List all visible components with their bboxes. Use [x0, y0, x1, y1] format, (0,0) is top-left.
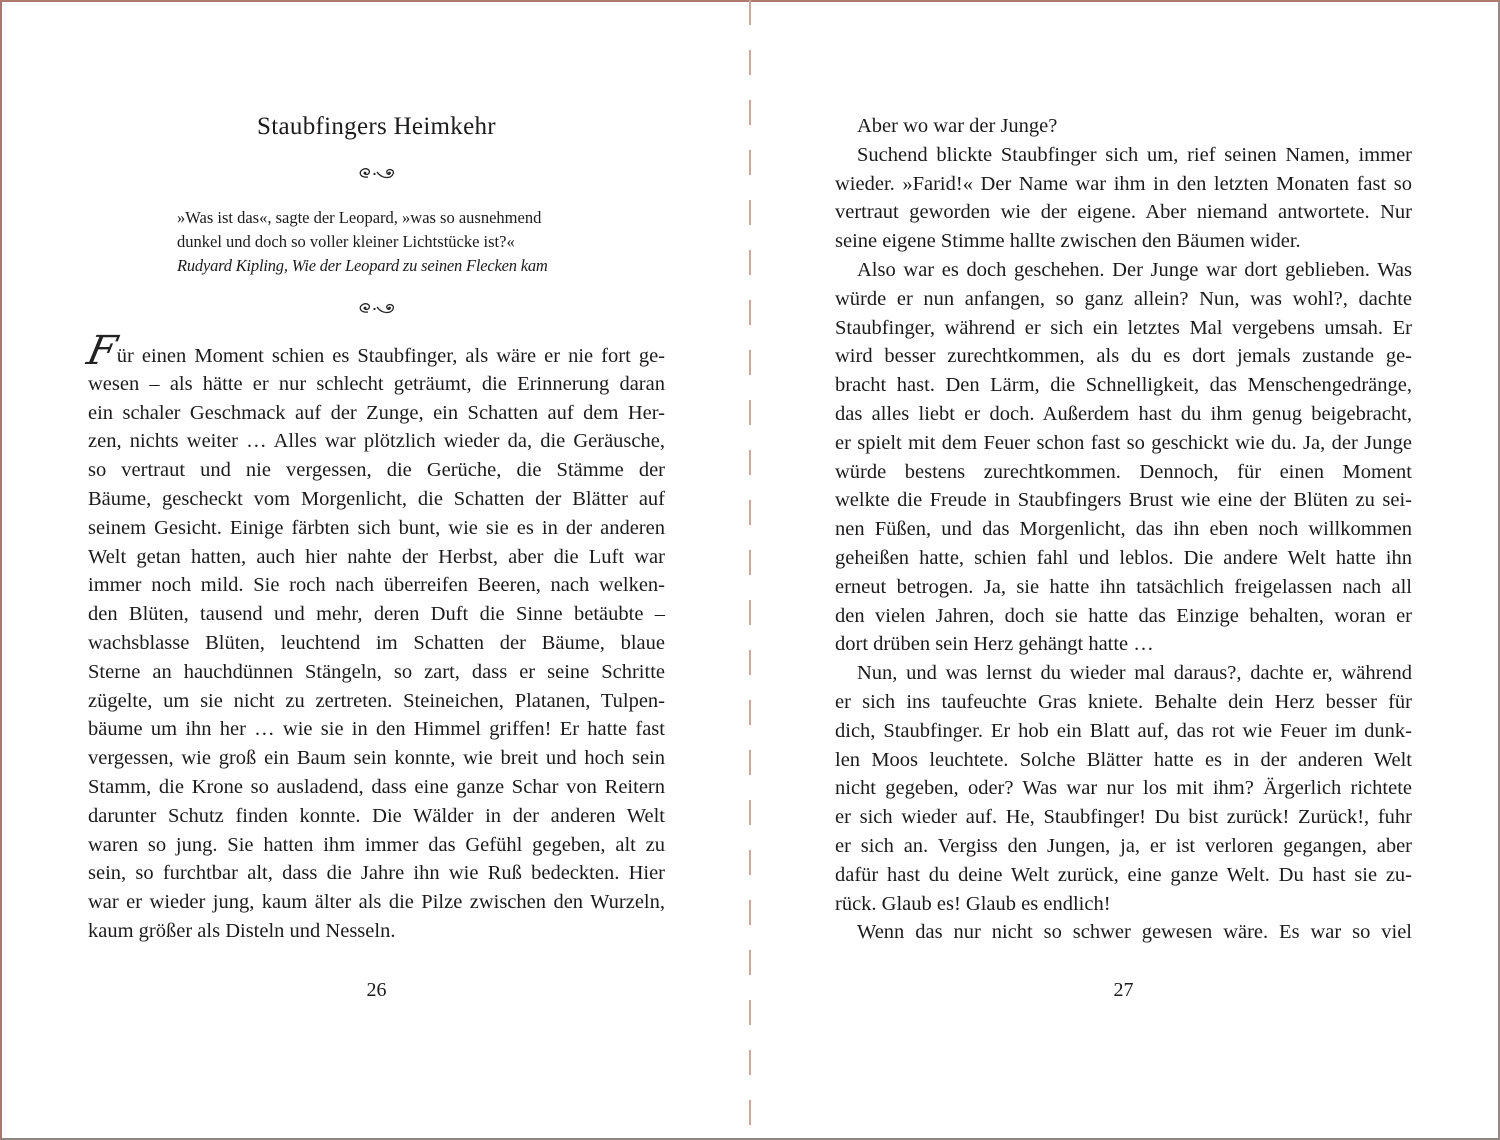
ornament-swirl-icon: [88, 301, 665, 322]
text-line: das alles liebt er doch. Außerdem hast du ihm genug beigebracht,: [835, 402, 1412, 425]
text-line: er sich an. Vergiss den Jungen, ja, er ist verloren gegangen, aber: [835, 834, 1412, 857]
text-line: wird besser zurechtkommen, als du es dort jemals zustande ge-: [835, 345, 1412, 368]
text-line: Welt getan hatten, auch hier nahte der Herbst, aber die Luft war: [88, 545, 665, 568]
text-line: dafür hast du deine Welt zurück, eine ganze Welt. Du hast sie zu-: [835, 863, 1412, 886]
epigraph-line: dunkel und doch so voller kleiner Lichtstücke ist?«: [177, 232, 515, 251]
page-number: 26: [366, 979, 387, 1001]
text-line: Wenn das nur nicht so schwer gewesen wäre. Es war so viel: [857, 921, 1412, 944]
body-text: [83, 328, 665, 946]
text-line: immer noch mild. Sie roch nach überreifen Beeren, nach welken-: [88, 574, 665, 597]
ornament-swirl-icon: [88, 166, 665, 187]
text-line: wesen – als hätte er nur schlecht geträumt, die Erinnerung daran: [88, 372, 665, 395]
text-line: geheißen hatte, schien fahl und leblos. Die andere Welt hatte ihn: [835, 546, 1412, 569]
text-line: er sich ins taufeuchte Gras kniete. Behalte dein Herz besser für: [835, 690, 1412, 713]
text-line: Staubfinger, während er sich ein letztes Mal vergebens umsah. Er: [835, 316, 1412, 339]
text-line: Nun, und was lernst du wieder mal daraus?, dachte er, während: [857, 662, 1412, 685]
text-line: Suchend blickte Staubfinger sich um, rief seinen Namen, immer: [857, 143, 1412, 166]
text-line: Also war es doch geschehen. Der Junge war dort geblieben. Was: [857, 258, 1412, 281]
text-line: er spielt mit dem Feuer schon fast so geschickt wie du. Ja, der Junge: [835, 431, 1412, 454]
page-number: 27: [1113, 979, 1134, 1001]
text-line: bäume um ihn her … wie sie in den Himmel griffen! Er hatte fast: [88, 718, 665, 741]
text-line: rück. Glaub es! Glaub es endlich!: [835, 892, 1111, 915]
epigraph-line: »Was ist das«, sagte der Leopard, »was so ausnehmend: [177, 208, 542, 227]
drop-cap: F: [83, 328, 121, 374]
text-line: waren so jung. Sie hatten ihm immer das Gefühl gegeben, alt zu: [88, 833, 665, 856]
text-line: Sterne an hauchdünnen Stängeln, so zart, dass er seine Schritte: [88, 660, 665, 683]
text-line: nicht gegeben, oder? Was war nur los mit ihm? Ärgerlich richtete: [835, 777, 1412, 800]
text-line: den Blüten, tausend und mehr, deren Duft die Sinne betäubte –: [88, 603, 665, 626]
text-line: wachsblasse Blüten, leuchtend im Schatten der Bäume, blaue: [88, 631, 665, 654]
body-text: [835, 112, 1412, 947]
text-line: seine eigene Stimme hallte zwischen den Bäumen wider.: [835, 230, 1301, 253]
left-page: [83, 0, 665, 1140]
text-line: kaum größer als Disteln und Nesseln.: [88, 919, 396, 942]
text-line: vertraut geworden wie der eigene. Aber niemand antwortete. Nur: [835, 201, 1412, 224]
text-line: dort drüben sein Herz gehängt hatte …: [835, 633, 1154, 656]
chapter-title: Staubfingers Heimkehr: [257, 113, 496, 140]
text-line: Stamm, die Krone so ausladend, dass eine ganze Schar von Reitern: [88, 775, 665, 798]
text-line: darunter Schutz finden konnte. Die Wälder in der anderen Welt: [88, 804, 665, 827]
text-line: len Moos leuchtete. Solche Blätter hatte es in der anderen Welt: [835, 748, 1412, 771]
text-line: dich, Staubfinger. Er hob ein Blatt auf, das rot wie Feuer im dunk-: [835, 719, 1412, 742]
text-line: Für einen Moment schien es Staubfinger, als wäre er nie fort ge-: [83, 328, 665, 374]
text-line: zen, nichts weiter … Alles war plötzlich wieder da, die Geräusche,: [88, 430, 665, 453]
book-gutter-dashed-line: [749, 0, 751, 1140]
text-line: so vertraut und nie vergessen, die Gerüche, die Stämme der: [88, 459, 665, 482]
text-line: welkte die Freude in Staubfingers Brust wie eine der Blüten zu sei-: [835, 489, 1412, 512]
text-line: würde er nun anfangen, so ganz allein? Nun, was wohl?, dachte: [835, 287, 1412, 310]
text-line: zügelte, um sie nicht zu zertreten. Steineichen, Platanen, Tulpen-: [88, 689, 665, 712]
text-line: er sich wieder auf. He, Staubfinger! Du bist zurück! Zurück!, fuhr: [835, 806, 1412, 829]
text-line: wieder. »Farid!« Der Name war ihm in den letzten Monaten fast so: [835, 172, 1412, 195]
text-line: war er wieder jung, kaum älter als die Pilze zwischen den Wurzeln,: [88, 891, 665, 914]
epigraph: [177, 206, 597, 278]
text-line: vergessen, wie groß ein Baum sein konnte, wie breit und hoch sein: [88, 747, 665, 770]
text-line: nen Füßen, und das Morgenlicht, das ihn eben noch willkommen: [835, 518, 1412, 541]
text-line: erneut betrogen. Ja, sie hatte ihn tatsächlich freigelassen nach all: [835, 575, 1412, 598]
text-line: ein schaler Geschmack auf der Zunge, ein Schatten auf dem Her-: [88, 401, 665, 424]
text-line: den vielen Jahren, doch sie hatte das Einzige behalten, woran er: [835, 604, 1412, 627]
text-line: Aber wo war der Junge?: [857, 115, 1058, 137]
text-line: sein, so furchtbar alt, dass die Jahre ihn wie Ruß bedeckten. Hier: [88, 862, 665, 885]
epigraph-source: Rudyard Kipling, Wie der Leopard zu seinen Flecken kam: [177, 256, 548, 275]
right-page: [835, 0, 1412, 1140]
text-line: Bäume, gescheckt vom Morgenlicht, die Schatten der Blätter auf: [88, 487, 665, 510]
text-line: würde bestens zurechtkommen. Dennoch, für einen Moment: [835, 460, 1412, 483]
text-line: bracht hast. Den Lärm, die Schnelligkeit, das Menschengedränge,: [835, 374, 1412, 397]
text-line: seinem Gesicht. Einige färbten sich bunt, wie sie es in der anderen: [88, 516, 665, 539]
